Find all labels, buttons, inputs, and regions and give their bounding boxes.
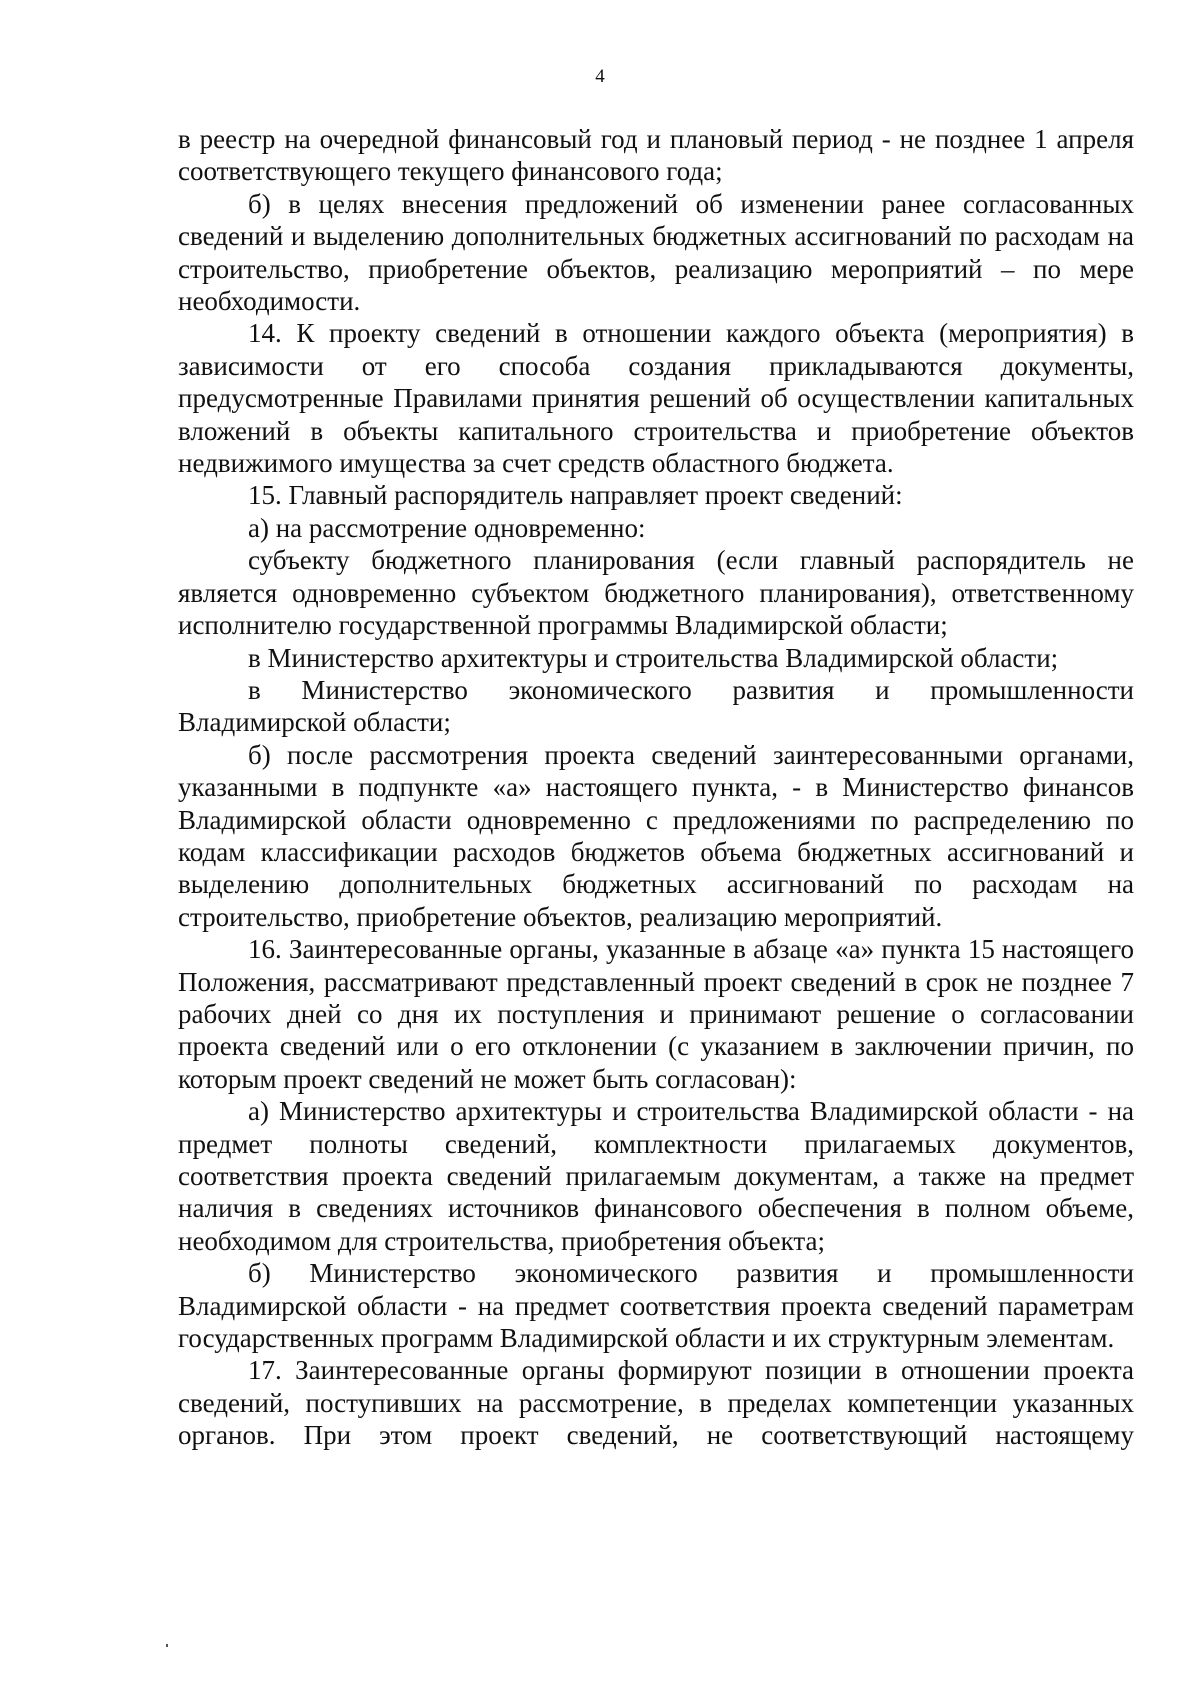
document-body bbox=[178, 123, 1134, 1452]
paragraph-14: 14. К проекту сведений в отношении каждого объекта (мероприятия) в зависимости от его способа создания прикладываются документы, предусмотренные Правилами принятия решений об осуществлении капитальных вложений в объекты капитального строительства и приобретение объектов недвижимого имущества за счет средств областного бюджета. bbox=[178, 318, 1134, 479]
paragraph-15a: а) на рассмотрение одновременно: bbox=[248, 512, 646, 543]
paragraph-17: 17. Заинтересованные органы формируют позиции в отношении проекта сведений, поступивших на рассмотрение, в пределах компетенции указанных органов. При этом проект сведений, не соответствующий настоящему bbox=[178, 1355, 1134, 1451]
paragraph-15a-item-1: субъекту бюджетного планирования (если главный распорядитель не является одновременно субъектом бюджетного планирования), ответственному исполнителю государственной программы Владимирской области; bbox=[178, 545, 1134, 641]
paragraph-continuation: в реестр на очередной финансовый год и плановый период - не позднее 1 апреля соответствующего текущего финансового года; bbox=[178, 124, 1134, 187]
paragraph-16: 16. Заинтересованные органы, указанные в абзаце «а» пункта 15 настоящего Положения, рассматривают представленный проект сведений в срок не позднее 7 рабочих дней со дня их поступления и принимают решение о согласовании проекта сведений или о его отклонении (с указанием в заключении причин, по которым проект сведений не может быть согласован): bbox=[178, 934, 1134, 1094]
paragraph-16a: а) Министерство архитектуры и строительства Владимирской области - на предмет полноты сведений, комплектности прилагаемых документов, соответствия проекта сведений прилагаемым документам, а также на предмет наличия в сведениях источников финансового обеспечения в полном объеме, необходимом для строительства, приобретения объекта; bbox=[178, 1096, 1134, 1256]
page-number: 4 bbox=[595, 66, 605, 87]
paragraph-15b: б) после рассмотрения проекта сведений заинтересованными органами, указанными в подпункте «а» настоящего пункта, - в Министерство финансов Владимирской области одновременно с предложениями по распределению по кодам классификации расходов бюджетов объема бюджетных ассигнований и выделению дополнительных бюджетных ассигнований по расходам на строительство, приобретение объектов, реализацию мероприятий. bbox=[178, 739, 1134, 932]
paragraph-13b: б) в целях внесения предложений об изменении ранее согласованных сведений и выделению дополнительных бюджетных ассигнований по расходам на строительство, приобретение объектов, реализацию мероприятий – по мере необходимости. bbox=[178, 188, 1134, 317]
paragraph-15a-item-2: в Министерство архитектуры и строительства Владимирской области; bbox=[248, 642, 1059, 673]
paragraph-15a-item-3: в Министерство экономического развития и промышленности Владимирской области; bbox=[178, 674, 1134, 738]
paragraph-15: 15. Главный распорядитель направляет проект сведений: bbox=[248, 480, 903, 511]
scan-speck bbox=[166, 1644, 168, 1647]
paragraph-16b: б) Министерство экономического развития и промышленности Владимирской области - на предмет соответствия проекта сведений параметрам государственных программ Владимирской области и их структурным элементам. bbox=[178, 1258, 1134, 1354]
